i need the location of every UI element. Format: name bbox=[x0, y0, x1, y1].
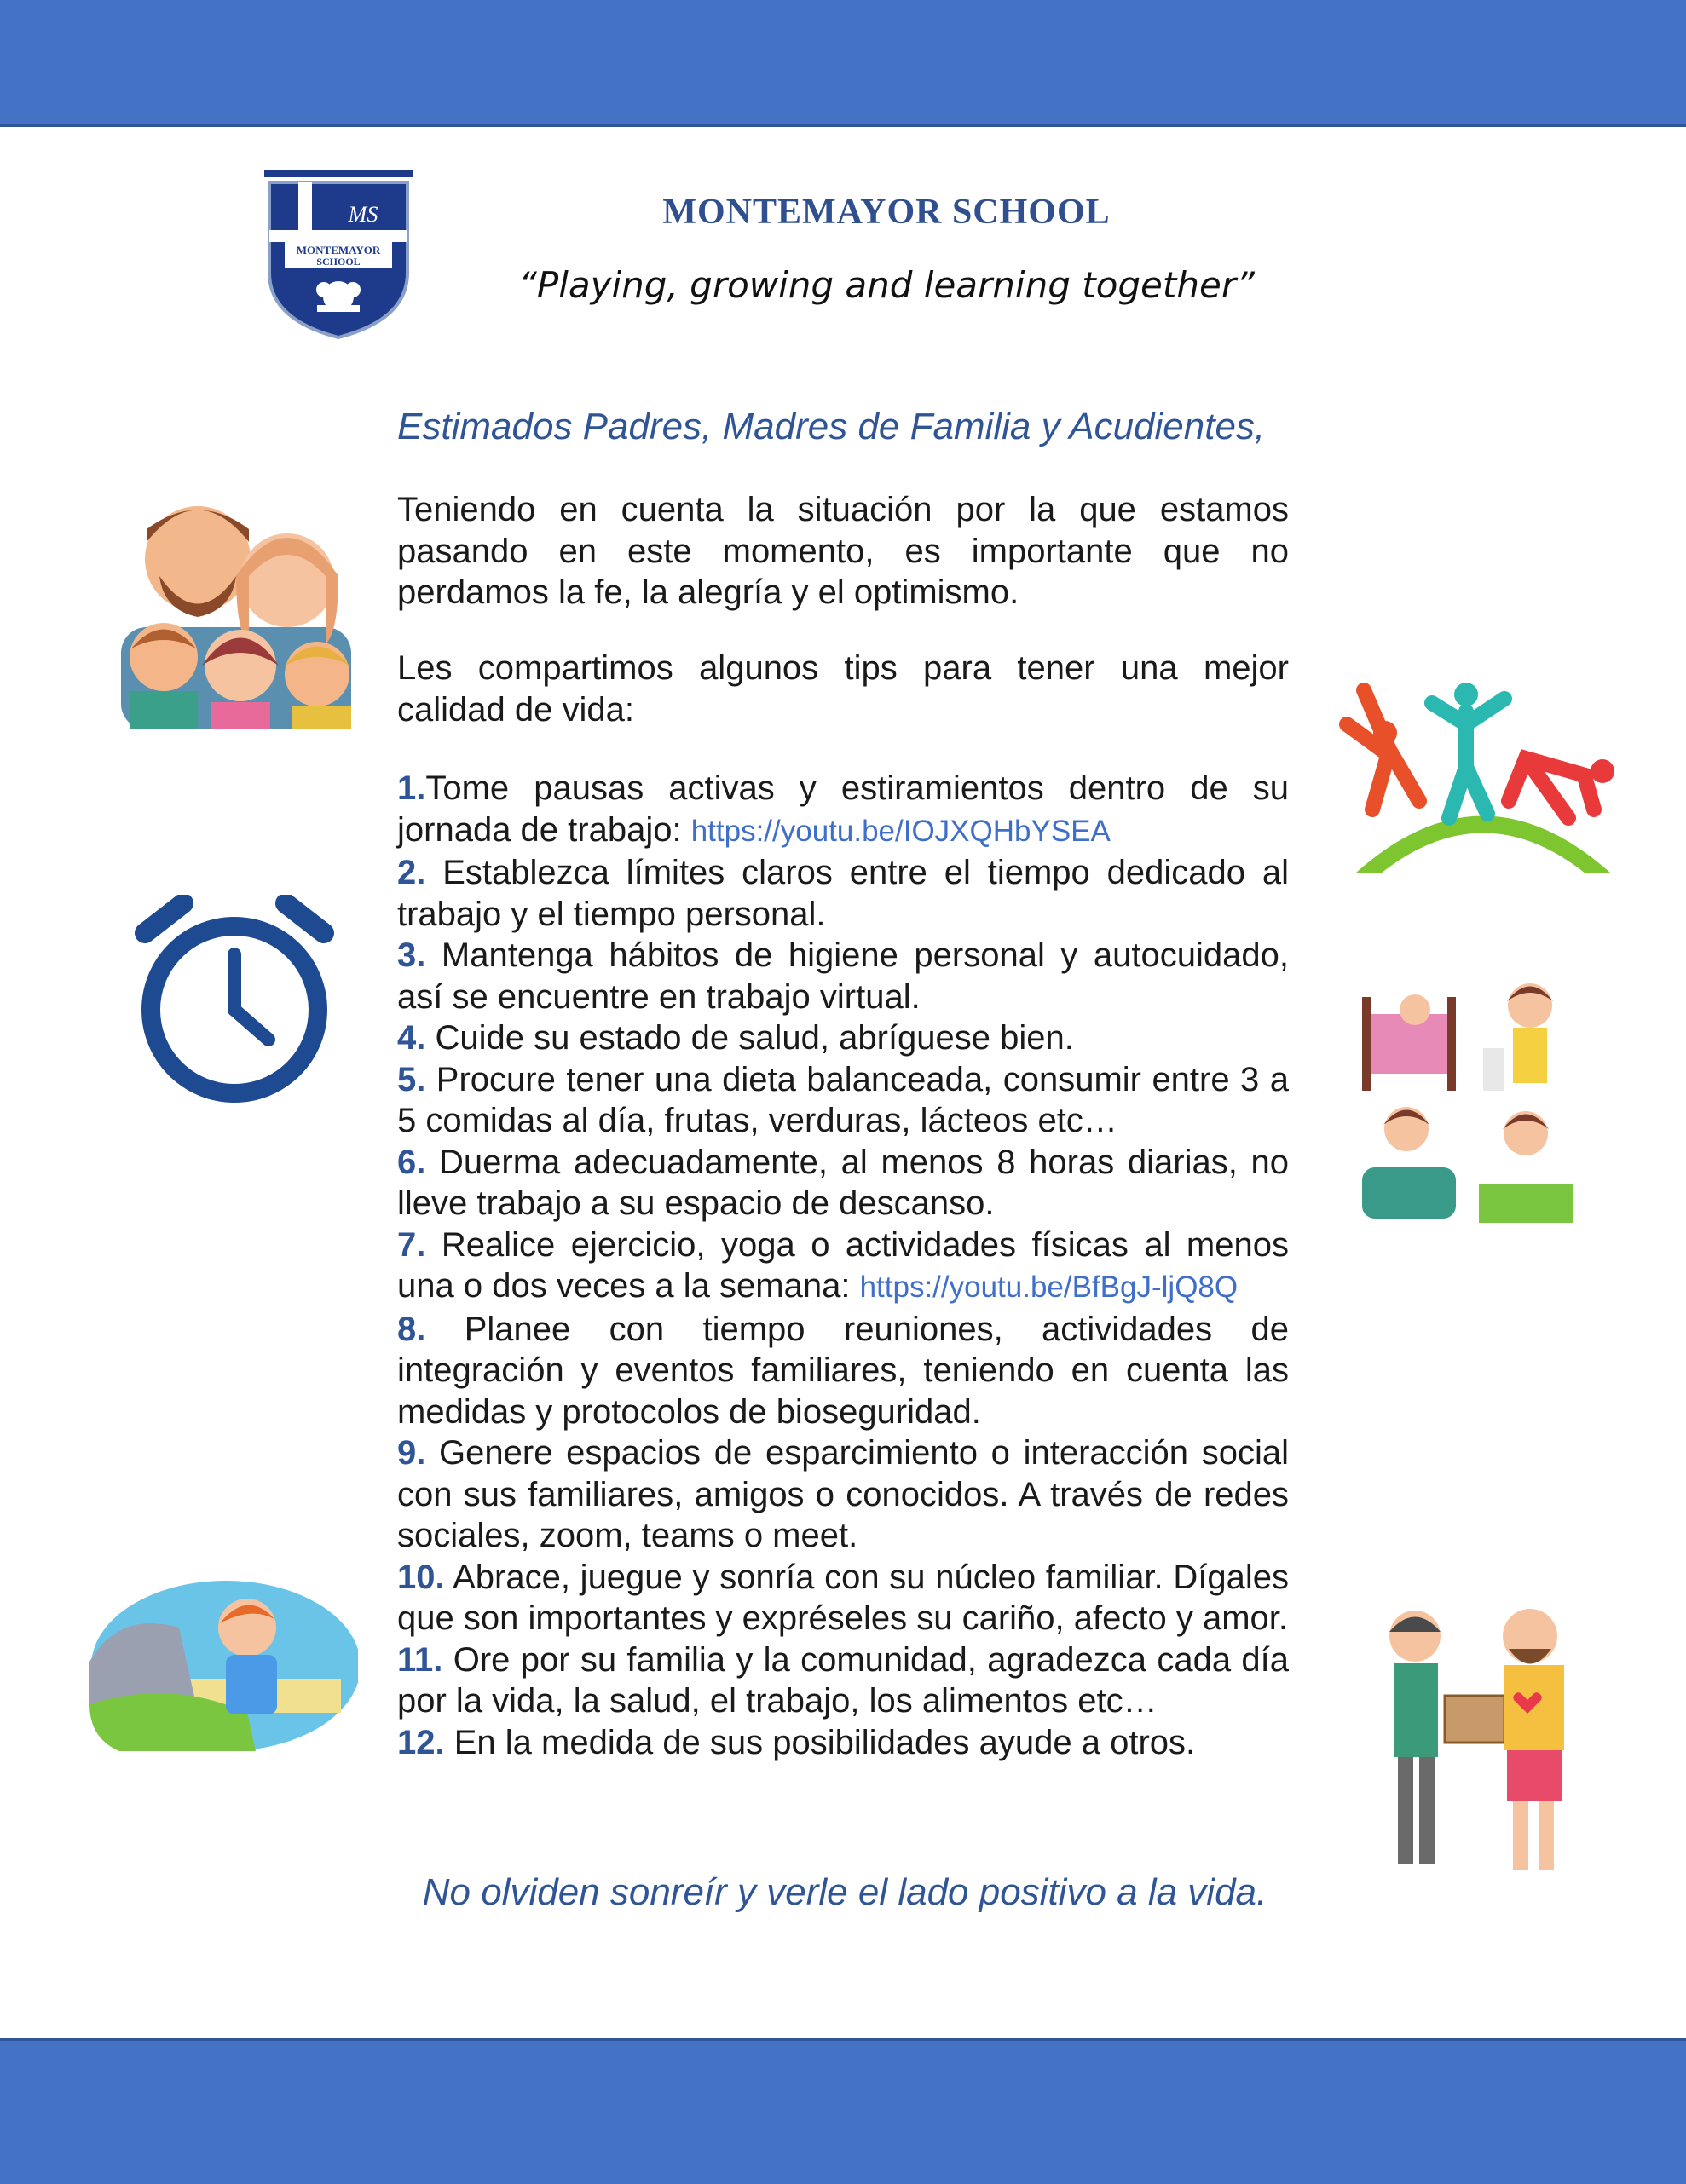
tip-text: Ore por su familia y la comunidad, agradezca cada día por la vida, la salud, el trabajo, los alimentos etc… bbox=[397, 1640, 1289, 1720]
tip-number: 10. bbox=[397, 1558, 445, 1596]
helping-others-illustration bbox=[1372, 1602, 1577, 1883]
list-item bbox=[397, 852, 1289, 935]
lead-paragraph: Les compartimos algunos tips para tener una mejor calidad de vida: bbox=[397, 649, 1289, 729]
school-motto: “Playing, growing and learning together” bbox=[518, 264, 1255, 306]
tip-link[interactable]: https://youtu.be/BfBgJ-ljQ8Q bbox=[859, 1271, 1239, 1304]
tip-number: 6. bbox=[397, 1143, 426, 1181]
list-item bbox=[397, 935, 1289, 1017]
tip-text: Realice ejercicio, yoga o actividades físicas al menos una o dos veces a la semana: bbox=[397, 1225, 1289, 1305]
tip-number: 11. bbox=[397, 1640, 443, 1679]
tip-text: Tome pausas activas y estiramientos dentro de su jornada de trabajo: bbox=[397, 769, 1289, 849]
list-item bbox=[397, 1142, 1289, 1225]
tips-list bbox=[397, 768, 1289, 1763]
list-item bbox=[397, 1722, 1289, 1764]
school-name: MONTEMAYOR SCHOOL bbox=[662, 193, 1111, 232]
tip-text: Planee con tiempo reuniones, actividades de integración y eventos familiares, teniendo en cuenta las medidas y protocolos de bioseguridad. bbox=[397, 1310, 1289, 1431]
tip-number: 12. bbox=[397, 1723, 445, 1761]
tip-number: 2. bbox=[397, 854, 426, 891]
school-logo bbox=[264, 170, 413, 341]
list-item bbox=[397, 1059, 1289, 1142]
list-item bbox=[397, 1557, 1289, 1639]
letter-greeting: Estimados Padres, Madres de Familia y Acudientes, bbox=[397, 406, 1266, 447]
tip-number: 4. bbox=[397, 1019, 426, 1057]
top-banner bbox=[0, 0, 1686, 127]
logo-text-line2: SCHOOL bbox=[316, 256, 361, 268]
list-item bbox=[397, 768, 1289, 852]
intro-paragraph: Teniendo en cuenta la situación por la que estamos pasando en este momento, es importante que no perdamos la fe, la alegría y el optimismo. bbox=[397, 491, 1289, 611]
tip-text: Establezca límites claros entre el tiempo dedicado al trabajo y el tiempo personal. bbox=[397, 854, 1289, 933]
tip-text: Genere espacios de esparcimiento o interacción social con sus familiares, amigos o conocidos. A través de redes sociales, zoom, teams o meet. bbox=[397, 1434, 1289, 1554]
tip-number: 7. bbox=[397, 1225, 426, 1264]
closing-message: No olviden sonreír y verle el lado positivo a la vida. bbox=[422, 1871, 1267, 1913]
child-praying-illustration bbox=[85, 1576, 358, 1755]
tip-text: En la medida de sus posibilidades ayude a otros. bbox=[444, 1723, 1196, 1761]
list-item bbox=[397, 1639, 1289, 1722]
bottom-banner bbox=[0, 2038, 1686, 2184]
tip-text: Cuide su estado de salud, abríguese bien. bbox=[425, 1019, 1074, 1057]
tip-text: Duerma adecuadamente, al menos 8 horas diarias, no lleve trabajo a su espacio de descanso. bbox=[397, 1143, 1289, 1222]
tip-text: Mantenga hábitos de higiene personal y autocuidado, así se encuentre en trabajo virtual. bbox=[397, 936, 1289, 1016]
list-item bbox=[397, 1017, 1289, 1059]
hygiene-routine-illustration bbox=[1355, 971, 1577, 1244]
logo-initials: MS bbox=[348, 202, 378, 227]
tip-link[interactable]: https://youtu.be/IOJXQHbYSEA bbox=[690, 814, 1111, 848]
family-illustration bbox=[113, 482, 360, 729]
tip-number: 9. bbox=[397, 1434, 426, 1472]
tip-text: Procure tener una dieta balanceada, consumir entre 3 a 5 comidas al día, frutas, verduras, lácteos etc… bbox=[397, 1060, 1289, 1139]
tip-number: 5. bbox=[397, 1060, 426, 1098]
tip-text: Abrace, juegue y sonría con su núcleo familiar. Dígales que son importantes y expréseles su cariño, afecto y amor. bbox=[397, 1558, 1289, 1637]
logo-text-line1: MONTEMAYOR bbox=[296, 244, 381, 256]
tip-number: 1. bbox=[397, 769, 426, 807]
alarm-clock-icon bbox=[132, 895, 337, 1104]
list-item bbox=[397, 1309, 1289, 1433]
exercise-figures-illustration bbox=[1338, 673, 1628, 878]
list-item bbox=[397, 1225, 1289, 1309]
tip-number: 8. bbox=[397, 1310, 426, 1348]
list-item bbox=[397, 1432, 1289, 1557]
tip-number: 3. bbox=[397, 936, 426, 974]
